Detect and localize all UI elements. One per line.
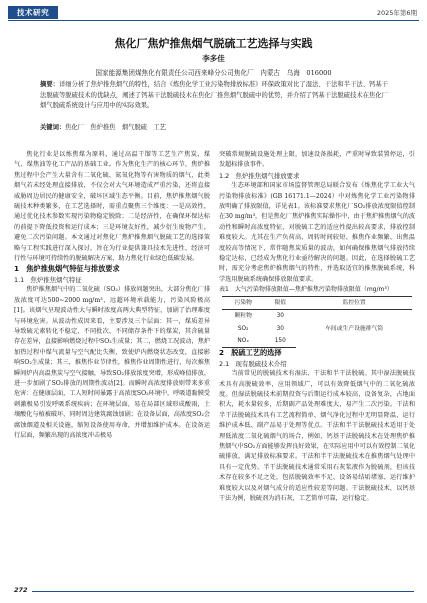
table-caption-text: 表1 大气污染物排放限值—焦炉推焦污染物排放限值 [219, 286, 361, 294]
issue-label: 2025年第6期 [376, 9, 417, 17]
table-cell: 颗粒物 [234, 313, 252, 320]
paragraph-1-2: 生态环境部和国家市场监督管理总局联合发布《炼焦化学工业大气污染物排放标准》(GB 16171.1—2024）中对炼焦化学工业污染物排放明确了排放限值，详见表1。该标准要求焦化厂SO₂排放浓度限值控制在30 mg/m³，但是焦化厂焦炉推焦实际操作中，由于焦炉推焦烟气的波动性和瞬时高浓度特征，对脱硫工艺的适应性提出较高要求，排放控制难度较大。尤其在生产负荷高、周转时间较短、推焦作业频繁、出焦温度较高等情况下，常伴随焦炭质量的波动，如何确保推焦烟气排放持续稳定达标，已经成为焦化行业亟待解决的问题。因此，在选择脱硫工艺时，需充分考虑焦炉推焦烟气的特性，并选取适宜的推焦脱硫系统，科学选用脱硫系统确保排放限值要求。 [219, 182, 415, 283]
table-header: 污染物 [222, 296, 264, 309]
abstract-label: 摘要： [40, 81, 59, 88]
table-header: 监控位置 [296, 296, 412, 309]
paragraph-1-1: 焦炉推焦烟气中的二氧化硫（SO₂）排放问题突出，大部分焦化厂排放浓度可达500~2000 mg/m³，远超环境承载能力，污染风险极高[1]。该烟气呈现波动性大与瞬时浓度高两大典型特征，加剧了治理难度与环境危害。从波动性成因来看，主要涉及三个层面：其一，煤质差异导致硫元素转化不稳定，不同批次、不同储存条件下的煤炭，其含硫量存在差异，直接影响燃烧过程中SO₂生成量；其二，燃烧工况波动，焦炉加热过程中煤气流量与空气配比失衡，致使炉内燃烧状态改变，直接影响SO₂生成量；其三，推焦作业节律性，推焦作业周期性进行，每次推焦瞬间炉内高温焦炭与空气接触，导致SO₂排放浓度突增，形成峰值排放，进一步加剧了SO₂排放的周期性波动[2]。而瞬时高浓度排放则带来多重危害：在健康层面，工人短时间暴露于高浓度SO₂环境中，呼吸道黏膜受刺激极易引发呼吸系统疾病；在环境层面，易在局部区域形成酸雨，土壤酸化与植被破坏，同时周边建筑腐蚀加剧；在设备层面，高浓度SO₂会腐蚀烟道及相关设施，缩短设备使用寿命，并增加维护成本。在设备运行层面，频繁出现的高浓度冲击极易 [14, 286, 210, 439]
article-title: 焦化厂焦炉推焦烟气脱硫工艺选择与实践 [114, 37, 313, 50]
keywords-text: 焦化厂 焦炉推焦 烟气脱硫 工艺 [65, 124, 166, 131]
paragraph-2-1: 当前常见的脱硫技术有湿法、干法和半干法脱硫。其中湿法脱硫技术具有高脱硫效率，应用领域广，可以有效降低烟气中的二氧化硫浓度。但湿法脱硫技术前期投资与后期运行成本较高，设备复杂，占地面积大，耗水量较多，后期副产品处理难度大，易产生二次污染。干法和半干法脱硫技术具有工艺流程简单、烟气净化过程中无明显降温、运行维护成本低、副产品易于处理等优点。干法和半干法脱硫技术适用于处理低浓度二氧化硫烟气的场合，例如，钙基干法脱硫技术在处理焦炉推焦烟气中SO₂方面能够发挥良好效果，在实际应用中可以有效控制二氧化硫排放，满足排放标准要求。干法和半干法脱硫技术在推焦烟气处理中具有一定优势。半干法脱硫技术通常采用石灰浆液作为脱硫剂，但该技术存在较多不足之处，包括脱硫效率不足、设备易结垢堵塞、运行维护难度较大以及对烟气成分的适应性较差等问题。干法脱硫技术，以钙基干法为例，脱硫剂为消石灰，工艺简单可靠，运行稳定。 [219, 370, 415, 502]
page-header [0, 0, 427, 22]
page-footer [14, 586, 414, 596]
abstract [40, 80, 388, 112]
page-number: 272 [14, 586, 28, 594]
table-row [222, 310, 412, 323]
continued-paragraph: 突破常规脱硫设施处理上限，加速设备损耗，严重时导致装置停运，引发超标排放事件。 [219, 151, 415, 169]
subsection-heading-1-1: 1.1 焦炉推焦烟气特征 [14, 275, 82, 284]
table-cell: 30 [276, 313, 284, 320]
section-heading-2: 2 脱硫工艺的选择 [219, 348, 282, 358]
table-header: 限值 [264, 296, 296, 309]
section-tag: 技术研究 [8, 6, 58, 19]
intro-paragraph: 焦化行业是以炼焦煤为原料，通过高温干馏等工艺生产焦炭、煤气、煤焦油等化工产品的基础工业。作为焦化生产的核心环节，焦炉推焦过程中会产生大量含有二氧化硫、氮氧化物等有害物质的烟气，此类烟气若未经处理直接排放，不仅会对大气环境造成严重污染，还将直接威胁周边居民的健康安全，破坏区域生态平衡。目前，焦炉推焦烟气脱硫技术种类繁多，在工艺选择时，需重点聚焦三个维度：一是高效性，通过优化技术参数实现污染物稳定脱除；二是经济性，在确保环保达标的前提下降低投资和运行成本；三是环境友好性，减少衍生废物产生，避免二次污染问题。本文通过对焦化厂焦炉推焦烟气脱硫工艺的选择策略与工程实践进行深入探讨，旨在为行业提供兼具技术先进性、经济可行性与环境可持续性的脱硫解决方案，助力焦化行业绿色低碳发展。 [14, 151, 210, 263]
affiliation: 国家能源集团煤焦化有限责任公司西来峰分公司焦化厂 内蒙古 乌海 016000 [95, 69, 332, 77]
table-unit: （mg/m³） [360, 286, 393, 294]
footer-rule [32, 591, 414, 592]
keywords-label: 关键词： [40, 124, 66, 131]
abstract-text: 详细分析了焦炉推焦烟气的特性，结合《炼焦化学工业污染物排放标准》环保政策对比了湿法、干法和半干法、钙基干法脱硫等脱硫技术的优缺点，阐述了钙基干法脱硫技术在焦化厂推焦烟气脱硫中的优势，并介绍了钙基干法脱硫技术在焦化厂烟气脱硫系统设计与应用中的实际效果。 [40, 81, 389, 109]
subsection-heading-2-1: 2.1 现有脱硫技术介绍 [219, 359, 287, 368]
emission-limits-table [222, 296, 412, 349]
left-column [14, 150, 210, 441]
table-cell: 车间或生产设施排气筒 [325, 325, 384, 332]
right-column [219, 150, 415, 504]
table-cell: NOₓ [222, 335, 264, 348]
table-cell: SO₂ [237, 325, 249, 332]
table-caption [219, 285, 415, 295]
keywords [40, 122, 388, 131]
header-rule [8, 20, 419, 21]
table-cell: 30 [276, 325, 284, 332]
author-name: 李多佳 [202, 54, 225, 63]
section-heading-1: 1 焦炉推焦烟气特征与排放要求 [14, 264, 120, 274]
table-cell: 150 [264, 335, 296, 348]
subsection-heading-1-2: 1.2 焦炉推焦烟气排放要求 [219, 171, 300, 180]
